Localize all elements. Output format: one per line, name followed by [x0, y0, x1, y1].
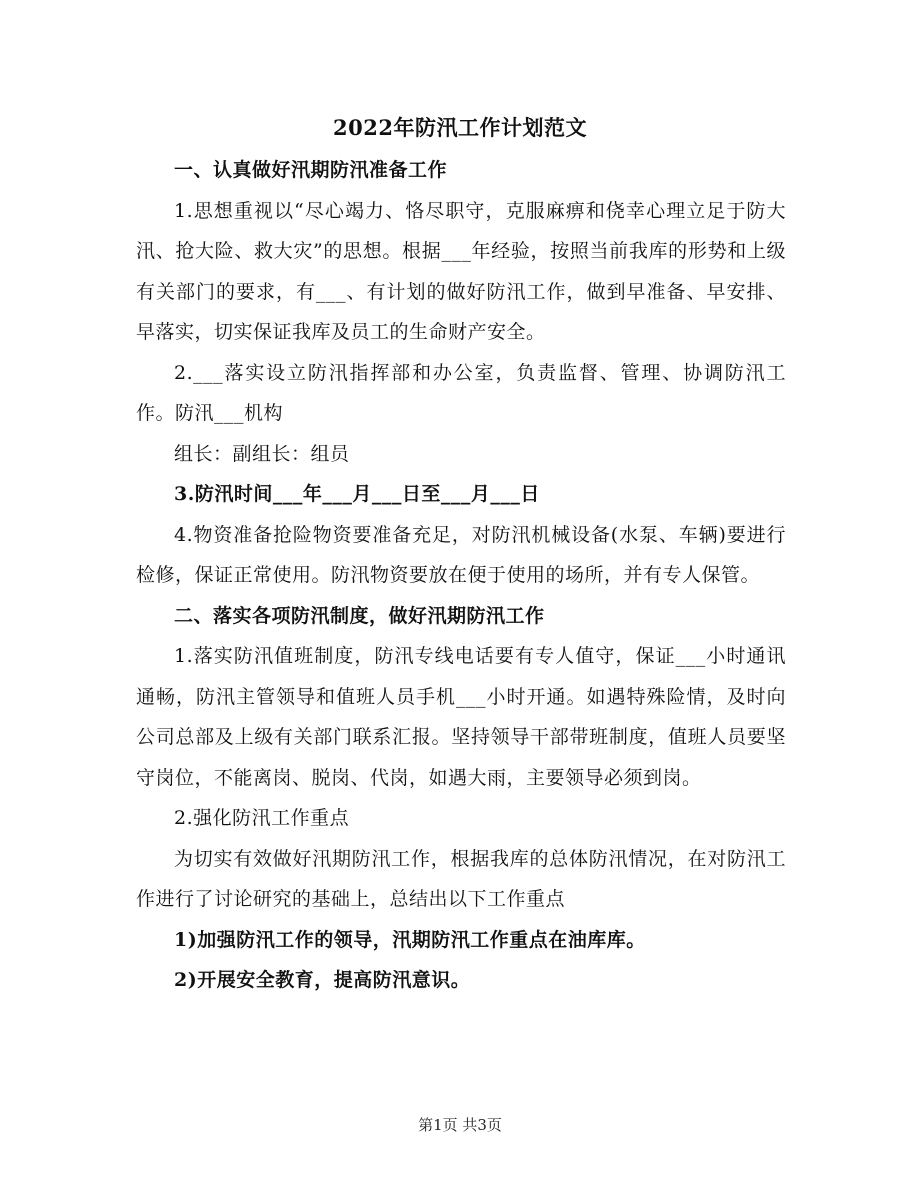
paragraph-9: 为切实有效做好汛期防汛工作，根据我库的总体防汛情况，在对防汛工作进行了讨论研究的基础上，总结出以下工作重点 [136, 847, 786, 910]
page-number-footer: 第1页 共3页 [418, 1116, 502, 1134]
paragraph-8: 2.强化防汛工作重点 [174, 807, 350, 829]
paragraph-1: 1.思想重视以“尽心竭力、恪尽职守，克服麻痹和侥幸心理立足于防大汛、抢大险、救大灾”的思想。根据___年经验，按照当前我库的形势和上级有关部门的要求，有___、有计划的做好防汛工作，做到早准备、早安排、早落实，切实保证我库及员工的生命财产安全。 [136, 199, 786, 343]
section-heading-2: 二、落实各项防汛制度，做好汛期防汛工作 [174, 604, 545, 627]
paragraph-5: 4.物资准备抢险物资要准备充足，对防汛机械设备(水泵、车辆)要进行检修，保证正常使用。防汛物资要放在便于使用的场所，并有专人保管。 [136, 523, 786, 586]
document-title: 2022年防汛工作计划范文 [333, 115, 587, 140]
paragraph-2: 2.___落实设立防汛指挥部和办公室，负责监督、管理、协调防汛工作。防汛___机构 [136, 361, 786, 424]
paragraph-7: 1.落实防汛值班制度，防汛专线电话要有专人值守，保证___小时通讯通畅，防汛主管领导和值班人员手机___小时开通。如遇特殊险情，及时向公司总部及上级有关部门联系汇报。坚持领导干部带班制度，值班人员要坚守岗位，不能离岗、脱岗、代岗，如遇大雨，主要领导必须到岗。 [136, 645, 786, 789]
document-body [136, 150, 786, 1001]
section-heading-1: 一、认真做好汛期防汛准备工作 [174, 159, 448, 181]
paragraph-10: 1)加强防汛工作的领导，汛期防汛工作重点在油库库。 [174, 928, 646, 951]
paragraph-3: 组长：副组长：组员 [174, 442, 350, 465]
paragraph-4: 3.防汛时间___年___月___日至___月___日 [174, 483, 540, 505]
paragraph-11: 2)开展安全教育，提高防汛意识。 [174, 969, 471, 991]
